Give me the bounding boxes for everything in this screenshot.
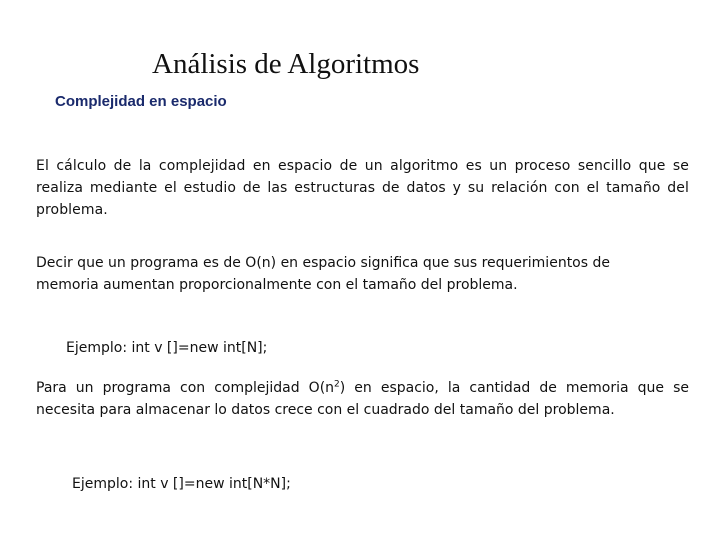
slide-title: Análisis de Algoritmos	[152, 48, 420, 80]
example-quadratic: Ejemplo: int v []=new int[N*N];	[72, 476, 291, 492]
paragraph-quadratic-text-after: ) en espacio, la cantidad de memoria que se necesita para almacenar lo datos crece con el cuadrado del tamaño del problema.	[36, 380, 689, 418]
paragraph-quadratic-text-before: Para un programa con complejidad O(n	[36, 380, 335, 396]
example-linear: Ejemplo: int v []=new int[N];	[66, 340, 268, 356]
exponent-superscript: 2	[334, 379, 340, 390]
paragraph-quadratic-space	[36, 377, 689, 421]
slide-subtitle: Complejidad en espacio	[55, 93, 227, 110]
paragraph-space-complexity-intro: El cálculo de la complejidad en espacio de un algoritmo es un proceso sencillo que se realiza mediante el estudio de las estructuras de datos y su relación con el tamaño del problema.	[36, 158, 689, 218]
paragraph-linear-space: Decir que un programa es de O(n) en espacio significa que sus requerimientos de memoria aumentan proporcionalmente con el tamaño del problema.	[36, 255, 610, 293]
